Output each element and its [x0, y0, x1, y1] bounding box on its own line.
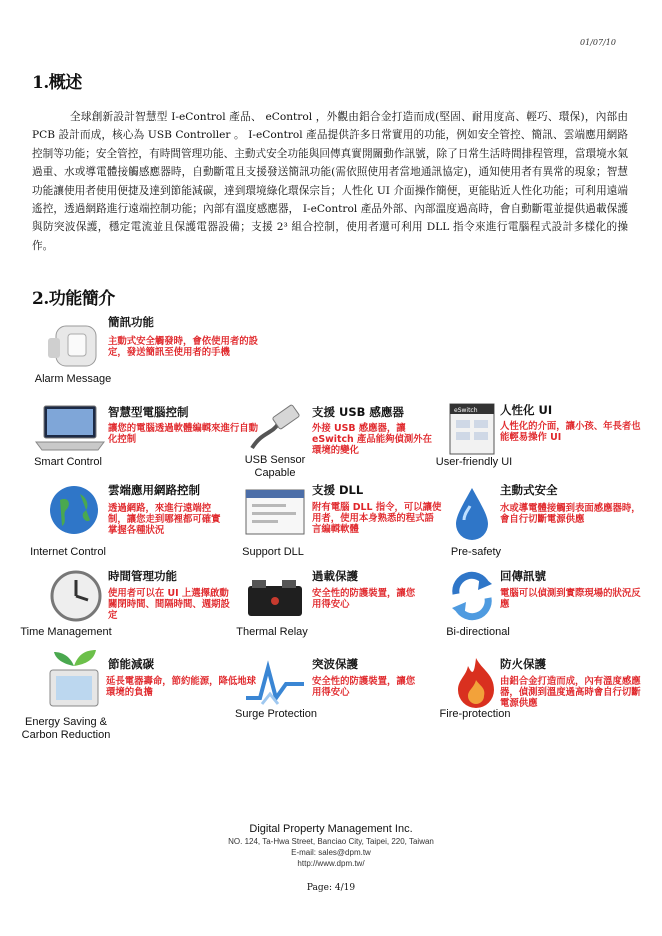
clock-icon	[46, 568, 106, 624]
feature-desc: 讓您的電腦透過軟體編輯來進行自動化控制	[108, 423, 259, 445]
feature-title: 支援 DLL	[312, 483, 364, 497]
feature-label: Time Management	[20, 626, 112, 638]
feature-desc: 附有電腦 DLL 指令，可以讓使用者，使用本身熟悉的程式語言編輯軟體	[312, 502, 442, 535]
feature-label: Internet Control	[30, 546, 106, 558]
feature-desc: 電腦可以偵測到實際現場的狀況反應	[500, 588, 641, 610]
feature-panel	[20, 310, 648, 742]
fire-icon	[452, 654, 502, 710]
feature-label: Fire-protection	[439, 708, 511, 720]
footer-address: NO. 124, Ta-Hwa Street, Banciao City, Taipei, 220, Taiwan	[228, 837, 434, 846]
feature-desc: 安全性的防護裝置，讓您用得安心	[312, 676, 416, 698]
energy-saving-icon	[44, 642, 104, 712]
footer-url[interactable]: http://www.dpm.tw/	[297, 859, 365, 868]
relay-icon	[242, 572, 308, 622]
feature-desc: 水或導電體接觸到表面感應器時，會自行切斷電源供應	[500, 503, 641, 525]
footer-email: E-mail: sales@dpm.tw	[291, 848, 371, 857]
page-number: Page: 4/19	[306, 883, 356, 893]
feature-title: 人性化 UI	[500, 403, 553, 417]
code-window-icon	[242, 486, 308, 540]
feature-title: 時間管理功能	[108, 569, 177, 583]
feature-title: 回傳訊號	[500, 569, 546, 583]
feature-title: 過載保護	[312, 569, 358, 583]
feature-title: 支援 USB 感應器	[312, 405, 404, 419]
feature-desc: 外接 USB 感應器，讓 eSwitch 產品能夠偵測外在環境的變化	[312, 423, 432, 456]
feature-label: User-friendly UI	[435, 456, 513, 468]
feature-label: Bi-directional	[446, 626, 510, 638]
feature-label: Thermal Relay	[236, 626, 308, 638]
tablet-text: eSwitch	[454, 407, 478, 414]
section-1-paragraph: 全球創新設計智慧型 I-eControl 產品、 eControl ，外觀由鋁合金打造而成(堅固、耐用度高、輕巧、環保)，內部由 PCB 設計而成，核心為 USB Controller 。 I-eControl 產品提供許多日常實用的功能，例如安全管控、簡訊、雲端應用網路控制等功能；安全管控，有時間管理功能、主動式安全功能與回傳真實開關動作訊號，除了日常生活時間排程管理，當環境水氣過重、水或導電體接觸感應器時，自動斷電且支援發送簡訊功能(需依照使用者當地通訊協定)，通知使用者有異常的現象；智慧功能讓使用者使用便捷及達到節能減碳，達到環境綠化環保宗旨；人性化 UI 介面操作簡便，更能貼近人性化功能；可利用遠端遙控，透過網路進行遠端控制功能；內部有溫度感應器， I-eControl 產品外部、內部溫度過高時，會自動斷電並提供過載保護與防突波保護，穩定電流並且保護電器設備；支援 2³ 組合控制，使用者還可利用 DLL 指令來進行電腦程式設計多樣化的操作。	[32, 111, 628, 252]
feature-label: Smart Control	[34, 456, 102, 468]
feature-desc: 透過網路，來進行遠端控制，讓您走到哪裡都可確實掌握各種狀況	[108, 503, 221, 536]
feature-title: 主動式安全	[500, 483, 558, 497]
feature-title: 簡訊功能	[108, 315, 154, 329]
feature-desc: 延長電器壽命，節約能源，降低地球環境的負擔	[106, 676, 257, 698]
usb-cable-icon	[242, 402, 308, 456]
feature-desc: 安全性的防護裝置，讓您用得安心	[312, 588, 416, 610]
footer-company: Digital Property Management Inc.	[249, 823, 413, 835]
tablet-ui-icon	[448, 400, 500, 458]
feature-desc: 主動式安全觸發時，會依使用者的設定，發送簡訊至使用者的手機	[108, 336, 259, 358]
feature-title: 防火保護	[500, 657, 546, 671]
globe-icon	[46, 482, 102, 538]
feature-title: 雲端應用網路控制	[108, 483, 200, 497]
bidirectional-arrows-icon	[444, 568, 500, 624]
feature-label: Support DLL	[242, 546, 304, 558]
feature-title: 節能減碳	[108, 657, 154, 671]
water-drop-icon	[452, 486, 492, 542]
surge-wave-icon	[242, 654, 308, 710]
feature-label: Alarm Message	[34, 373, 112, 385]
section-1-title: 1.概述	[32, 73, 82, 93]
feature-desc: 人性化的介面，讓小孩、年長者也能輕易操作 UI	[500, 421, 641, 443]
feature-label: USB Sensor Capable	[244, 454, 306, 479]
section-2-title: 2.功能簡介	[32, 289, 115, 309]
header-date: 01/07/10	[580, 38, 616, 47]
feature-label: Energy Saving & Carbon Reduction	[21, 716, 111, 741]
phone-icon	[40, 320, 110, 372]
feature-label: Surge Protection	[235, 708, 317, 720]
feature-desc: 使用者可以在 UI 上選擇啟動關閉時間、間隔時間、週期設定	[108, 588, 230, 621]
laptop-icon	[32, 402, 108, 454]
feature-label: Pre-safety	[450, 546, 502, 558]
feature-desc: 由鋁合金打造而成，內有溫度感應器，偵測到溫度過高時會自行切斷電源供應	[500, 676, 641, 709]
feature-title: 突波保護	[312, 657, 358, 671]
feature-title: 智慧型電腦控制	[108, 405, 189, 419]
